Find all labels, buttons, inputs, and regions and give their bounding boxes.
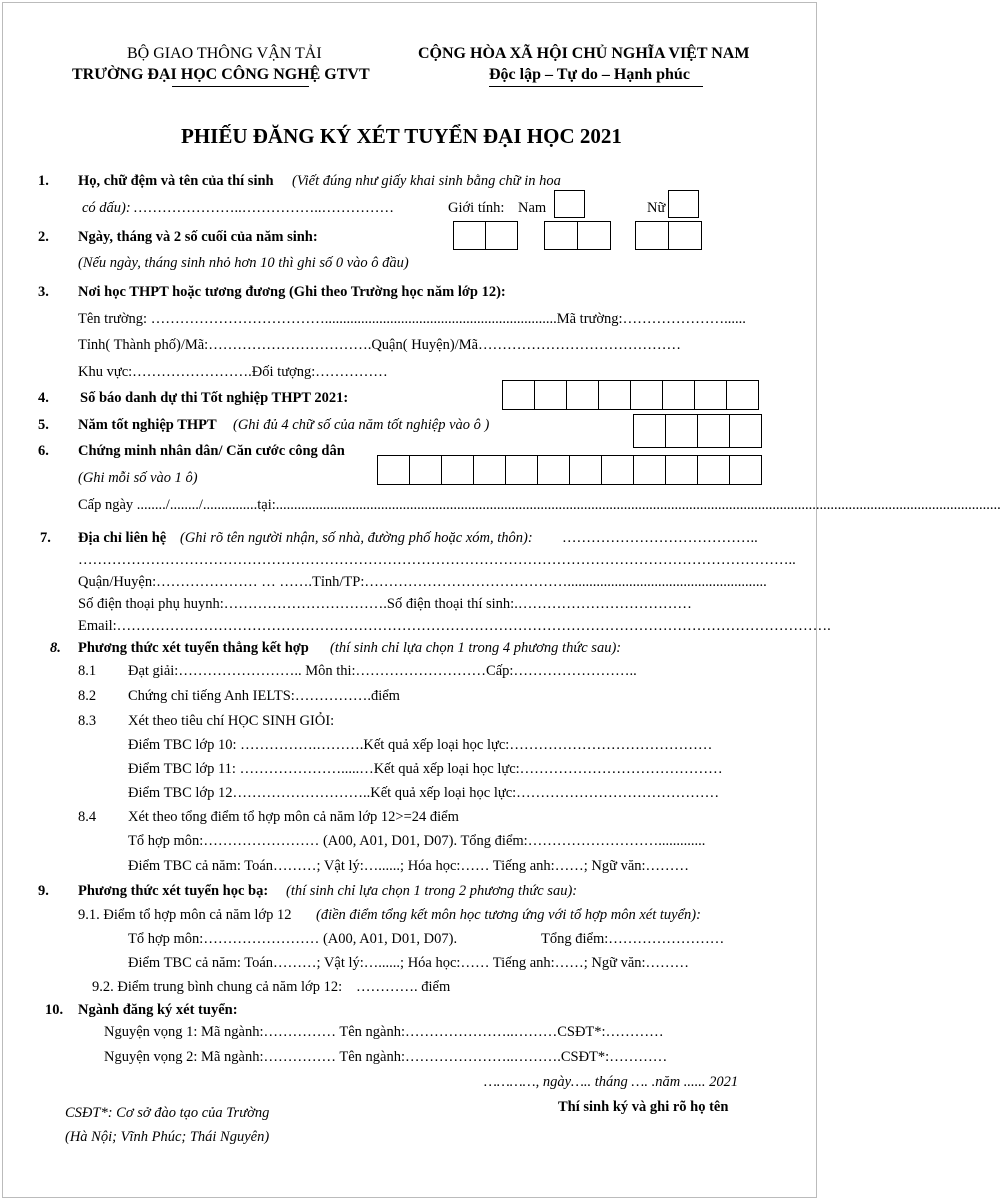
campus-note: (Hà Nội; Vĩnh Phúc; Thái Nguyên)	[65, 1129, 270, 1145]
s6-label: Chứng minh nhân dân/ Căn cước công dân	[78, 443, 345, 459]
s1-number: 1.	[38, 173, 49, 189]
s5-label: Năm tốt nghiệp THPT	[78, 417, 217, 433]
exam-id-cells[interactable]	[502, 380, 759, 410]
address-field-2[interactable]: …………………………………………………………………………………………………………………………………..	[78, 552, 796, 568]
ielts-field[interactable]: Chứng chỉ tiếng Anh IELTS:…………….điểm	[128, 688, 400, 704]
male-label: Nam	[518, 200, 547, 216]
s7-label: Địa chỉ liên hệ	[78, 530, 167, 546]
female-label: Nữ	[647, 200, 666, 216]
s5-number: 5.	[38, 417, 49, 433]
s10-label: Ngành đăng ký xét tuyển:	[78, 1002, 238, 1018]
full-name-field[interactable]: …………………..……………..……………	[133, 200, 394, 216]
gender-label: Giới tính:	[448, 200, 505, 216]
s8-number: 8.	[50, 640, 61, 656]
s8-note: (thí sinh chỉ lựa chọn 1 trong 4 phương thức sau):	[330, 640, 622, 656]
s3-label: Nơi học THPT hoặc tương đương (Ghi theo Trường học năm lớp 12):	[78, 284, 506, 300]
school-name: TRƯỜNG ĐẠI HỌC CÔNG NGHỆ GTVT	[72, 66, 370, 83]
s9-number: 9.	[38, 883, 49, 899]
female-checkbox[interactable]	[668, 190, 699, 218]
s10-number: 10.	[45, 1002, 64, 1018]
s8-4-label: Xét theo tổng điểm tổ hợp môn cả năm lớp 12>=24 điểm	[128, 809, 459, 825]
grad-year-cells[interactable]	[633, 414, 762, 448]
s8-label: Phương thức xét tuyển thẳng kết hợp	[78, 640, 309, 656]
motto: Độc lập – Tự do – Hạnh phúc	[489, 66, 690, 83]
grade11-field[interactable]: Điểm TBC lớp 11: ………………….....…Kết quả xếp loại học lực:……………………………………	[128, 761, 723, 777]
s8-avg-field[interactable]: Điểm TBC cả năm: Toán………; Vật lý:…......; Hóa học:…… Tiếng anh:……; Ngữ văn:………	[128, 858, 690, 874]
s7-number: 7.	[40, 530, 51, 546]
s6-number: 6.	[38, 443, 49, 459]
motto-underline	[489, 86, 703, 87]
s9-1-label: 9.1. Điểm tổ hợp môn cả năm lớp 12	[78, 907, 292, 923]
phone-field[interactable]: Số điện thoại phụ huynh:…………………………….Số điện thoại thí sinh:.………………………………	[78, 596, 692, 612]
male-checkbox[interactable]	[554, 190, 585, 218]
s9-2-field[interactable]: …………. điểm	[356, 979, 451, 995]
choice1-field[interactable]: Nguyện vọng 1: Mã ngành:…………… Tên ngành:…………………..………CSĐT*:…………	[104, 1024, 664, 1040]
page-title: PHIẾU ĐĂNG KÝ XÉT TUYỂN ĐẠI HỌC 2021	[181, 124, 622, 148]
signature-label: Thí sinh ký và ghi rõ họ tên	[558, 1099, 729, 1115]
school-underline	[172, 86, 309, 87]
s9-2-label: 9.2. Điểm trung bình chung cả năm lớp 12:	[92, 979, 343, 995]
s8-1-number: 8.1	[78, 663, 97, 679]
s5-note: (Ghi đủ 4 chữ số của năm tốt nghiệp vào ô )	[233, 417, 490, 433]
s9-total-field[interactable]: Tổng điểm:……………………	[541, 931, 725, 947]
birth-month-cells[interactable]	[544, 221, 611, 250]
id-number-cells[interactable]	[377, 455, 762, 485]
address-field-1[interactable]: …………………………………..	[562, 530, 758, 546]
area-field[interactable]: Khu vực:…………………….Đối tượng:……………	[78, 364, 388, 380]
s2-number: 2.	[38, 229, 49, 245]
country-name: CỘNG HÒA XÃ HỘI CHỦ NGHĨA VIỆT NAM	[418, 45, 750, 62]
s7-note: (Ghi rõ tên người nhận, số nhà, đường phố hoặc xóm, thôn):	[180, 530, 533, 546]
s8-4-number: 8.4	[78, 809, 97, 825]
s9-combo-field[interactable]: Tổ hợp môn:…………………… (A00, A01, D01, D07).	[128, 931, 458, 947]
birth-day-cells[interactable]	[453, 221, 518, 250]
district-field[interactable]: Quận/Huyện:………………… … …….Tỉnh/TP:…………………………………….......................................................	[78, 574, 767, 590]
choice2-field[interactable]: Nguyện vọng 2: Mã ngành:…………… Tên ngành:…………………..……….CSĐT*:…………	[104, 1049, 668, 1065]
s9-avg-field[interactable]: Điểm TBC cả năm: Toán………; Vật lý:…......; Hóa học:…… Tiếng anh:……; Ngữ văn:………	[128, 955, 690, 971]
s9-note: (thí sinh chỉ lựa chọn 1 trong 2 phương thức sau):	[286, 883, 578, 899]
grade10-field[interactable]: Điểm TBC lớp 10: …………….……….Kết quả xếp loại học lực:……………………………………	[128, 737, 713, 753]
s8-3-number: 8.3	[78, 713, 97, 729]
date-line[interactable]: …………, ngày….. tháng …. .năm ...... 2021	[484, 1074, 739, 1090]
s8-2-number: 8.2	[78, 688, 97, 704]
s1-label: Họ, chữ đệm và tên của thí sinh	[78, 173, 274, 189]
s4-number: 4.	[38, 390, 49, 406]
s2-note: (Nếu ngày, tháng sinh nhỏ hơn 10 thì ghi số 0 vào ô đầu)	[78, 255, 409, 271]
email-field[interactable]: Email:………………………………………………………………………………………………………………………………….	[78, 618, 831, 634]
s3-number: 3.	[38, 284, 49, 300]
birth-year-cells[interactable]	[635, 221, 702, 250]
id-issue-field[interactable]: Cấp ngày ......../......../...............tại:........................................................................................................................................................................................................	[78, 497, 1001, 513]
province-field[interactable]: Tỉnh( Thành phố)/Mã:…………………………….Quận( Huyện)/Mã……………………………………	[78, 337, 682, 353]
s9-1-note: (điền điểm tổng kết môn học tương ứng với tổ hợp môn xét tuyển):	[316, 907, 701, 923]
s1-note: (Viết đúng như giấy khai sinh bằng chữ in hoa	[292, 173, 561, 189]
s2-label: Ngày, tháng và 2 số cuối của năm sinh:	[78, 229, 318, 245]
ministry-name: BỘ GIAO THÔNG VẬN TẢI	[127, 45, 322, 62]
s1-note-cont: có dấu):	[82, 200, 131, 216]
s8-3-label: Xét theo tiêu chí HỌC SINH GIỎI:	[128, 713, 335, 729]
s4-label: Số báo danh dự thi Tốt nghiệp THPT 2021:	[80, 390, 349, 406]
csdt-note: CSĐT*: Cơ sở đào tạo của Trường	[65, 1105, 270, 1121]
s9-label: Phương thức xét tuyển học bạ:	[78, 883, 269, 899]
award-field[interactable]: Đạt giải:…………………….. Môn thi:………………………Cấp:……………………..	[128, 663, 637, 679]
s8-combo-field[interactable]: Tổ hợp môn:…………………… (A00, A01, D01, D07). Tổng điểm:……………………….............	[128, 833, 706, 849]
grade12-field[interactable]: Điểm TBC lớp 12………………………..Kết quả xếp loại học lực:……………………………………	[128, 785, 720, 801]
s6-note: (Ghi mỗi số vào 1 ô)	[78, 470, 198, 486]
school-name-field[interactable]: Tên trường: ………………………………................................................................Mã trường:…………………......	[78, 311, 746, 327]
